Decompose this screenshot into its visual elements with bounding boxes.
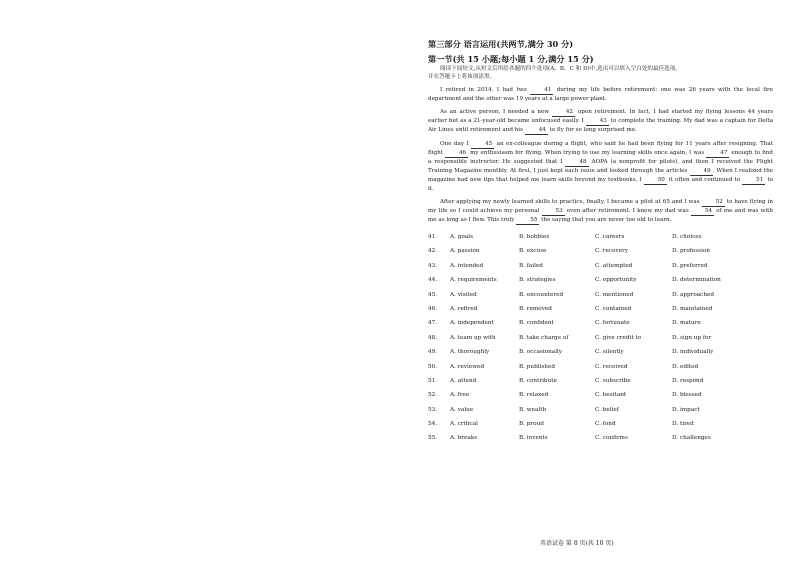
option-d: D. sign up for (672, 334, 712, 341)
passage-text: One day I (440, 141, 472, 147)
passage-text: to have flying in my life so I could achieve my personal (428, 199, 773, 214)
question-number: 48. (428, 334, 438, 341)
option-c: C. belief (595, 406, 619, 413)
option-c: C. subscribe (595, 377, 631, 384)
option-row (428, 233, 773, 247)
option-b: B. excuse (519, 248, 547, 255)
option-d: D. determination (672, 277, 721, 284)
option-b: B. confident (519, 320, 554, 327)
option-d: D. preferred (672, 262, 708, 269)
option-c: C. received (595, 363, 628, 370)
option-b: B. occasionally (519, 349, 563, 356)
blank-55: 55 (516, 216, 539, 225)
option-a: A. reviewed (450, 363, 485, 370)
page-footer: 英语试卷 第 8 页(共 10 页) (540, 540, 614, 547)
option-a: A. visited (450, 291, 477, 298)
option-c: C. silently (595, 349, 624, 356)
passage-paragraph-3 (428, 140, 773, 193)
options-list (428, 233, 773, 449)
passage-text: of me and was with me as long as I flew. This truly (428, 208, 773, 223)
option-c: C. give credit to (595, 334, 642, 341)
question-number: 46. (428, 305, 438, 312)
question-number: 50. (428, 363, 438, 370)
passage-paragraph-2 (428, 108, 773, 135)
option-row (428, 247, 773, 261)
option-row (428, 276, 773, 290)
option-row (428, 305, 773, 319)
option-d: D. impact (672, 406, 700, 413)
blank-44: 44 (525, 126, 548, 135)
blank-46: 46 (445, 149, 468, 158)
option-a: A. attend (450, 377, 477, 384)
option-c: C. attempted (595, 262, 633, 269)
option-row (428, 291, 773, 305)
blank-52: 52 (702, 198, 725, 207)
option-b: B. proud (519, 421, 544, 428)
question-number: 54. (428, 421, 438, 428)
option-row (428, 420, 773, 434)
passage-text: to fly for so long surprised me. (547, 127, 637, 133)
blank-47: 47 (706, 149, 729, 158)
option-c: C. contained (595, 305, 632, 312)
subsection-title: 第一节(共 15 小题;每小题 1 分,满分 15 分) (428, 54, 594, 64)
option-d: D. respond (672, 377, 704, 384)
passage-paragraph-4 (428, 198, 773, 225)
option-c: C. mentioned (595, 291, 634, 298)
option-a: A. critical (450, 421, 478, 428)
passage-text: my enthusiasm for flying. When trying to use my learning skills once again, I was (468, 150, 707, 156)
option-b: B. wealth (519, 406, 547, 413)
option-a: A. value (450, 406, 474, 413)
instruction-line: 阅读下面短文,从短文后所给各题的四个选项(A、B、C 和 D)中,选出可以填入空白处的最佳选项, (440, 66, 678, 72)
question-number: 53. (428, 406, 438, 413)
question-number: 47. (428, 320, 438, 327)
passage-text: the saying that you are never too old to learn. (539, 217, 672, 223)
passage-text: After applying my newly learned skills to practice, finally, I became a pilot at 65 and I was (440, 199, 702, 205)
passage-text: enough to find a responsible instructor. He suggested that I (428, 150, 773, 165)
blank-43: 43 (586, 117, 609, 126)
question-number: 52. (428, 392, 438, 399)
instructions (428, 65, 773, 81)
question-number: 49. (428, 349, 438, 356)
passage-text: . When I realized the magazine had new tips that helped me learn skills beyond my textbooks, I (428, 168, 773, 183)
option-a: A. requirements (450, 277, 497, 284)
option-row (428, 334, 773, 348)
option-b: B. removed (519, 305, 552, 312)
option-b: B. take charge of (519, 334, 569, 341)
blank-50: 50 (644, 176, 667, 185)
instruction-line: 并在答题卡上将该项涂黑。 (428, 74, 496, 80)
blank-49: 49 (690, 167, 713, 176)
question-number: 45. (428, 291, 438, 298)
option-row (428, 348, 773, 362)
option-c: C. opportunity (595, 277, 637, 284)
passage-text: during my life before retirement: one was 26 years with the local fire department and the other was 19 years at a large power plant. (428, 87, 773, 102)
option-c: C. hesitant (595, 392, 627, 399)
option-row (428, 434, 773, 448)
passage-paragraph-1 (428, 86, 773, 103)
question-number: 44. (428, 277, 438, 284)
option-c: C. confirms (595, 435, 628, 442)
option-row (428, 363, 773, 377)
option-a: A. passion (450, 248, 480, 255)
passage-text: I retired in 2014. I had two (440, 87, 531, 93)
option-row (428, 406, 773, 420)
blank-45: 45 (471, 140, 494, 149)
option-a: A. team up with (450, 334, 496, 341)
option-a: A. independent (450, 320, 494, 327)
option-a: A. goals (450, 234, 473, 240)
option-b: B. hobbies (519, 234, 550, 240)
option-a: A. thoroughly (450, 349, 490, 356)
passage-text: upon retirement. In fact, I had started my flying lessons 44 years earlier but as a 21-year-old became unfocused easily. I (428, 109, 773, 124)
option-a: A. refired (450, 305, 478, 312)
option-c: C. fortunate (595, 320, 630, 327)
passage-text: it often and continued to (666, 177, 743, 183)
option-c: C. fond (595, 421, 616, 428)
option-d: D. tired (672, 421, 694, 428)
option-row (428, 377, 773, 391)
passage-text: an ex-colleague during a flight, who said he had been flying for 11 years after resigning. That flight (428, 141, 773, 156)
option-a: A. intended (450, 262, 484, 269)
passage-text: AOPA (a nonprofit for pilots), and then I received the Flight Training Magazine monthly. At first, I just kept each issue and looked through the articles (428, 159, 773, 174)
question-number: 55. (428, 435, 438, 442)
blank-53: 53 (542, 207, 565, 216)
option-b: B. relaxed (519, 392, 549, 399)
option-d: D. mature (672, 320, 701, 327)
option-row (428, 319, 773, 333)
question-number: 42. (428, 248, 438, 255)
passage-text: to it. (428, 177, 773, 192)
option-d: D. approached (672, 291, 715, 298)
question-number: 51. (428, 377, 438, 384)
option-b: B. encountered (519, 291, 564, 298)
option-c: C. recovery (595, 248, 628, 255)
option-d: D. choices (672, 234, 702, 240)
blank-51: 51 (742, 176, 765, 185)
question-number: 43. (428, 262, 438, 269)
option-a: A. breaks (450, 435, 478, 442)
option-a: A. free (450, 392, 470, 399)
option-b: B. strategies (519, 277, 556, 284)
option-d: D. edited (672, 363, 699, 370)
option-d: D. blessed (672, 392, 702, 399)
option-b: B. contribute (519, 377, 557, 384)
blank-42: 42 (552, 108, 575, 117)
passage-text: to complete the training. My dad was a captain for Delta Air Lines until retirement and his (428, 118, 773, 133)
option-c: C. careers (595, 234, 625, 240)
option-row (428, 262, 773, 276)
option-row (428, 391, 773, 405)
blank-41: 41 (530, 86, 553, 95)
question-number: 41. (428, 234, 438, 240)
option-d: D. individually (672, 349, 714, 356)
section-title: 第三部分 语言运用(共两节,满分 30 分) (428, 39, 574, 49)
option-d: D. profession (672, 248, 710, 255)
option-d: D. challenges (672, 435, 711, 442)
passage-text: As an active person, I needed a new (440, 109, 552, 115)
option-b: B. invents (519, 435, 548, 442)
passage-text: even after retirement. I knew my dad was (564, 208, 691, 214)
option-b: B. published (519, 363, 555, 370)
question-column (428, 38, 773, 449)
blank-54: 54 (691, 207, 714, 216)
option-d: D. maintained (672, 305, 713, 312)
option-b: B. failed (519, 262, 543, 269)
blank-48: 48 (565, 158, 588, 167)
